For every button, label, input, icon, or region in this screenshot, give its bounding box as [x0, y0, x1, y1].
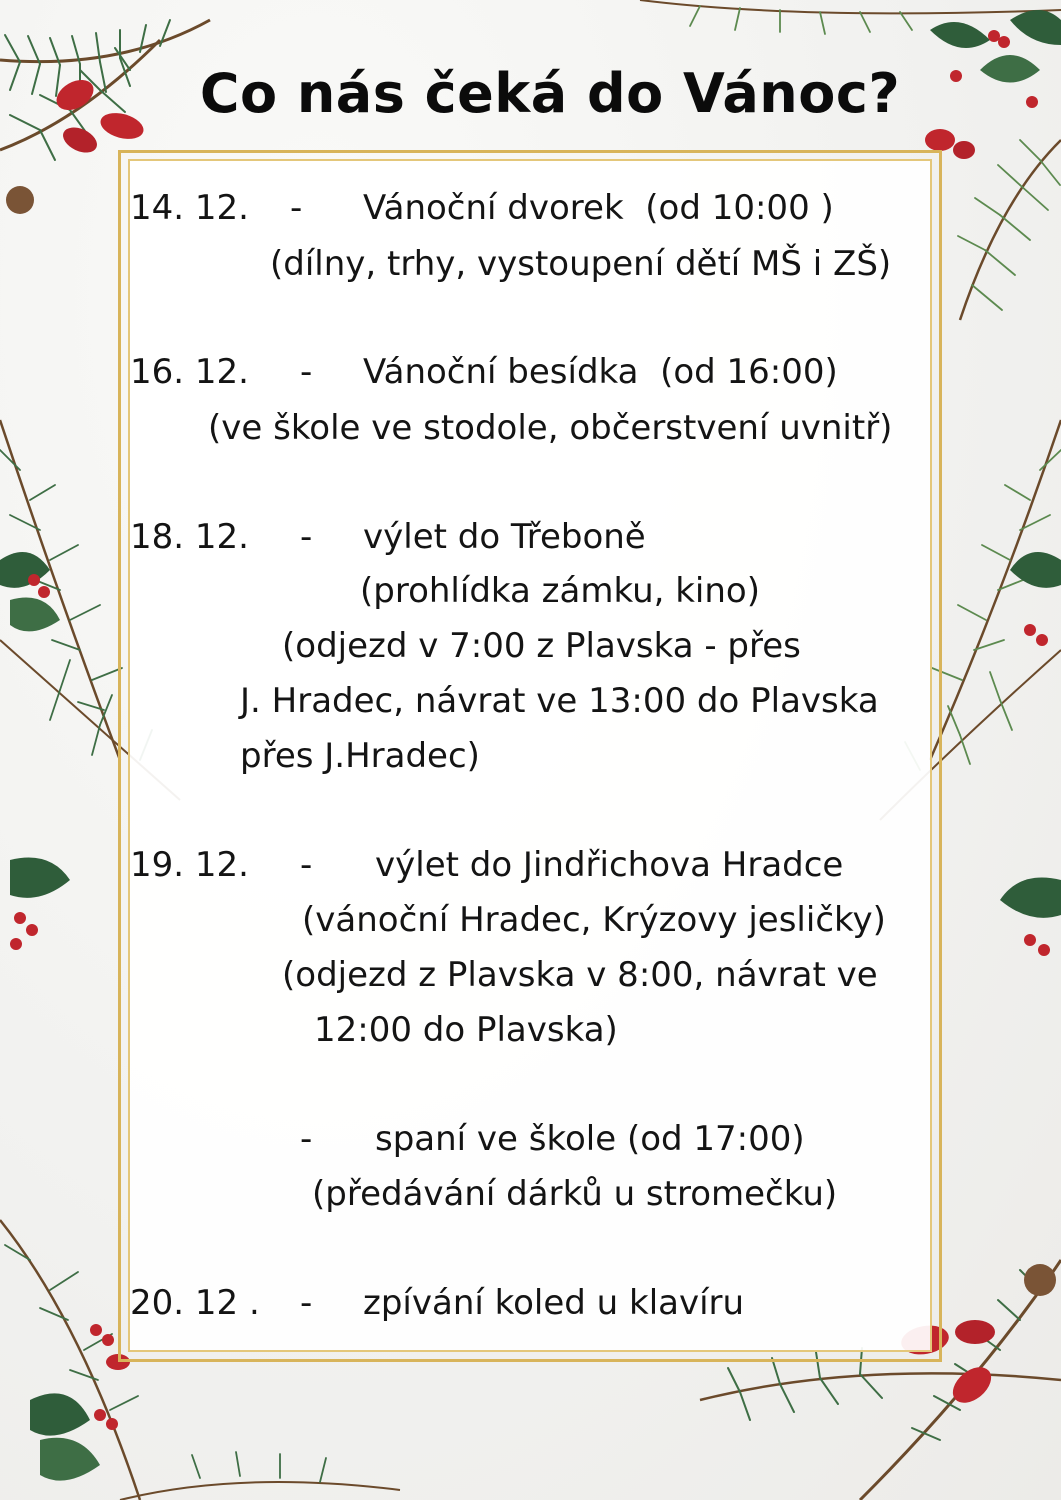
event-name: spaní ve škole (od 17:00)	[375, 1119, 805, 1159]
event-detail: J. Hradec, návrat ve 13:00 do Plavska	[240, 681, 879, 721]
event-dash: -	[300, 517, 313, 557]
event-detail: (ve škole ve stodole, občerstvení uvnitř)	[208, 408, 893, 448]
event-name: výlet do Třeboně	[363, 517, 646, 557]
event-detail: (prohlídka zámku, kino)	[360, 571, 760, 611]
event-date: 19. 12.	[130, 845, 249, 885]
event-detail: (dílny, trhy, vystoupení dětí MŠ i ZŠ)	[270, 244, 892, 284]
page-title: Co nás čeká do Vánoc?	[199, 62, 901, 125]
event-detail: (odjezd v 7:00 z Plavska - přes	[282, 626, 801, 666]
event-name: zpívání koled u klavíru	[363, 1283, 745, 1323]
event-detail: 12:00 do Plavska)	[314, 1010, 618, 1050]
event-name: výlet do Jindřichova Hradce	[375, 845, 844, 885]
event-dash: -	[300, 845, 313, 885]
event-date: 20. 12 .	[130, 1283, 260, 1323]
event-dash: -	[300, 1283, 313, 1323]
event-detail: (vánoční Hradec, Krýzovy jesličky)	[302, 900, 886, 940]
event-detail: (odjezd z Plavska v 8:00, návrat ve	[282, 955, 878, 995]
event-date: 16. 12.	[130, 352, 249, 392]
event-detail: (předávání dárků u stromečku)	[312, 1174, 838, 1214]
event-date: 14. 12.	[130, 188, 249, 228]
event-dash: -	[300, 352, 313, 392]
event-dash: -	[300, 1119, 313, 1159]
event-name: Vánoční besídka (od 16:00)	[363, 352, 838, 392]
event-date: 18. 12.	[130, 517, 249, 557]
event-detail: přes J.Hradec)	[240, 736, 480, 776]
event-dash: -	[290, 188, 303, 228]
event-name: Vánoční dvorek (od 10:00 )	[363, 188, 834, 228]
